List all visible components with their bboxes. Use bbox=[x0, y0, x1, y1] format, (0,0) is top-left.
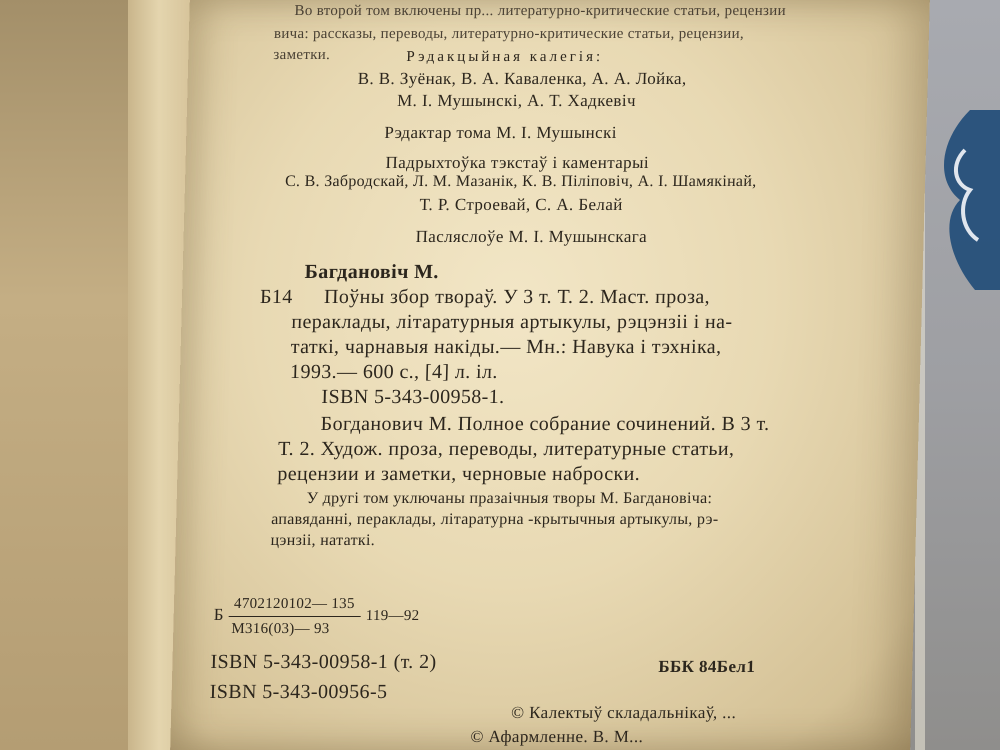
prep-line-2: Т. Р. Строевай, С. А. Белай bbox=[419, 195, 624, 214]
code-suffix: 119—92 bbox=[365, 608, 420, 624]
isbn-set: ISBN 5-343-00956-5 bbox=[209, 681, 388, 703]
blue-ornament-icon bbox=[930, 110, 1000, 290]
board-heading: Рэдакцыйная калегія: bbox=[406, 49, 604, 65]
catalog-belarusian-line-1: У другі том уключаны празаічныя творы М. Багдановіча: bbox=[306, 490, 713, 507]
catalog-code: Б14 bbox=[259, 286, 294, 308]
top-line-1: Во второй том включены пр... литературно-критические статьи, рецензии bbox=[294, 3, 787, 19]
prep-heading: Падрыхтоўка тэкстаў і каментарыі bbox=[385, 153, 650, 172]
prep-line-1: С. В. Забродскай, Л. М. Мазанік, К. В. Піліповіч, А. І. Шамякінай, bbox=[284, 173, 757, 190]
top-line-2: вича: рассказы, переводы, литературно-критические статьи, рецензии, bbox=[273, 26, 745, 42]
catalog-belarusian-line-2: апавяданні, пераклады, літаратурна -крытычныя артыкулы, рэ- bbox=[270, 511, 719, 528]
catalog-line-2: пераклады, літаратурныя артыкулы, рэцэнзіі і на- bbox=[291, 311, 733, 333]
catalog-russian-line-1: Богданович М. Полное собрание сочинений. В 3 т. bbox=[320, 413, 770, 435]
copyright-line-2: © Афармленне. В. М... bbox=[470, 727, 644, 746]
code-numerator: 4702120102— 135 bbox=[233, 596, 355, 612]
board-members-line-2: М. І. Мушынскі, А. Т. Хадкевіч bbox=[396, 91, 637, 110]
catalog-belarusian-line-3: цэнзіі, нататкі. bbox=[270, 532, 376, 549]
top-line-3: заметки. bbox=[273, 47, 331, 63]
catalog-line-3: таткі, чарнавыя накіды.— Мн.: Навука і тэхніка, bbox=[290, 336, 722, 358]
isbn-volume-2: ISBN 5-343-00958-1 (т. 2) bbox=[210, 651, 437, 673]
bbk-code: ББК 84Бел1 bbox=[658, 657, 756, 676]
catalog-isbn: ISBN 5-343-00958-1. bbox=[321, 386, 505, 408]
copyright-line-1: © Калектыў складальнікаў, ... bbox=[510, 703, 737, 722]
volume-editor: Рэдактар тома М. І. Мушынскі bbox=[384, 123, 618, 142]
board-members-line-1: В. В. Зуёнак, В. А. Каваленка, А. А. Лойка, bbox=[357, 69, 687, 88]
catalog-author: Багдановіч М. bbox=[304, 261, 440, 283]
code-fraction-line bbox=[229, 616, 361, 617]
catalog-russian-line-3: рецензии и заметки, черновые наброски. bbox=[277, 463, 641, 485]
book-page bbox=[170, 0, 930, 750]
code-letter: Б bbox=[213, 605, 225, 624]
catalog-line-4: 1993.— 600 с., [4] л. іл. bbox=[289, 361, 499, 383]
catalog-russian-line-2: Т. 2. Худож. проза, переводы, литературные статьи, bbox=[277, 438, 735, 460]
afterword: Пасляслоўе М. І. Мушынскага bbox=[415, 227, 648, 246]
code-denominator: М316(03)— 93 bbox=[231, 621, 330, 637]
catalog-line-1: Поўны збор твораў. У 3 т. Т. 2. Маст. проза, bbox=[323, 286, 711, 308]
